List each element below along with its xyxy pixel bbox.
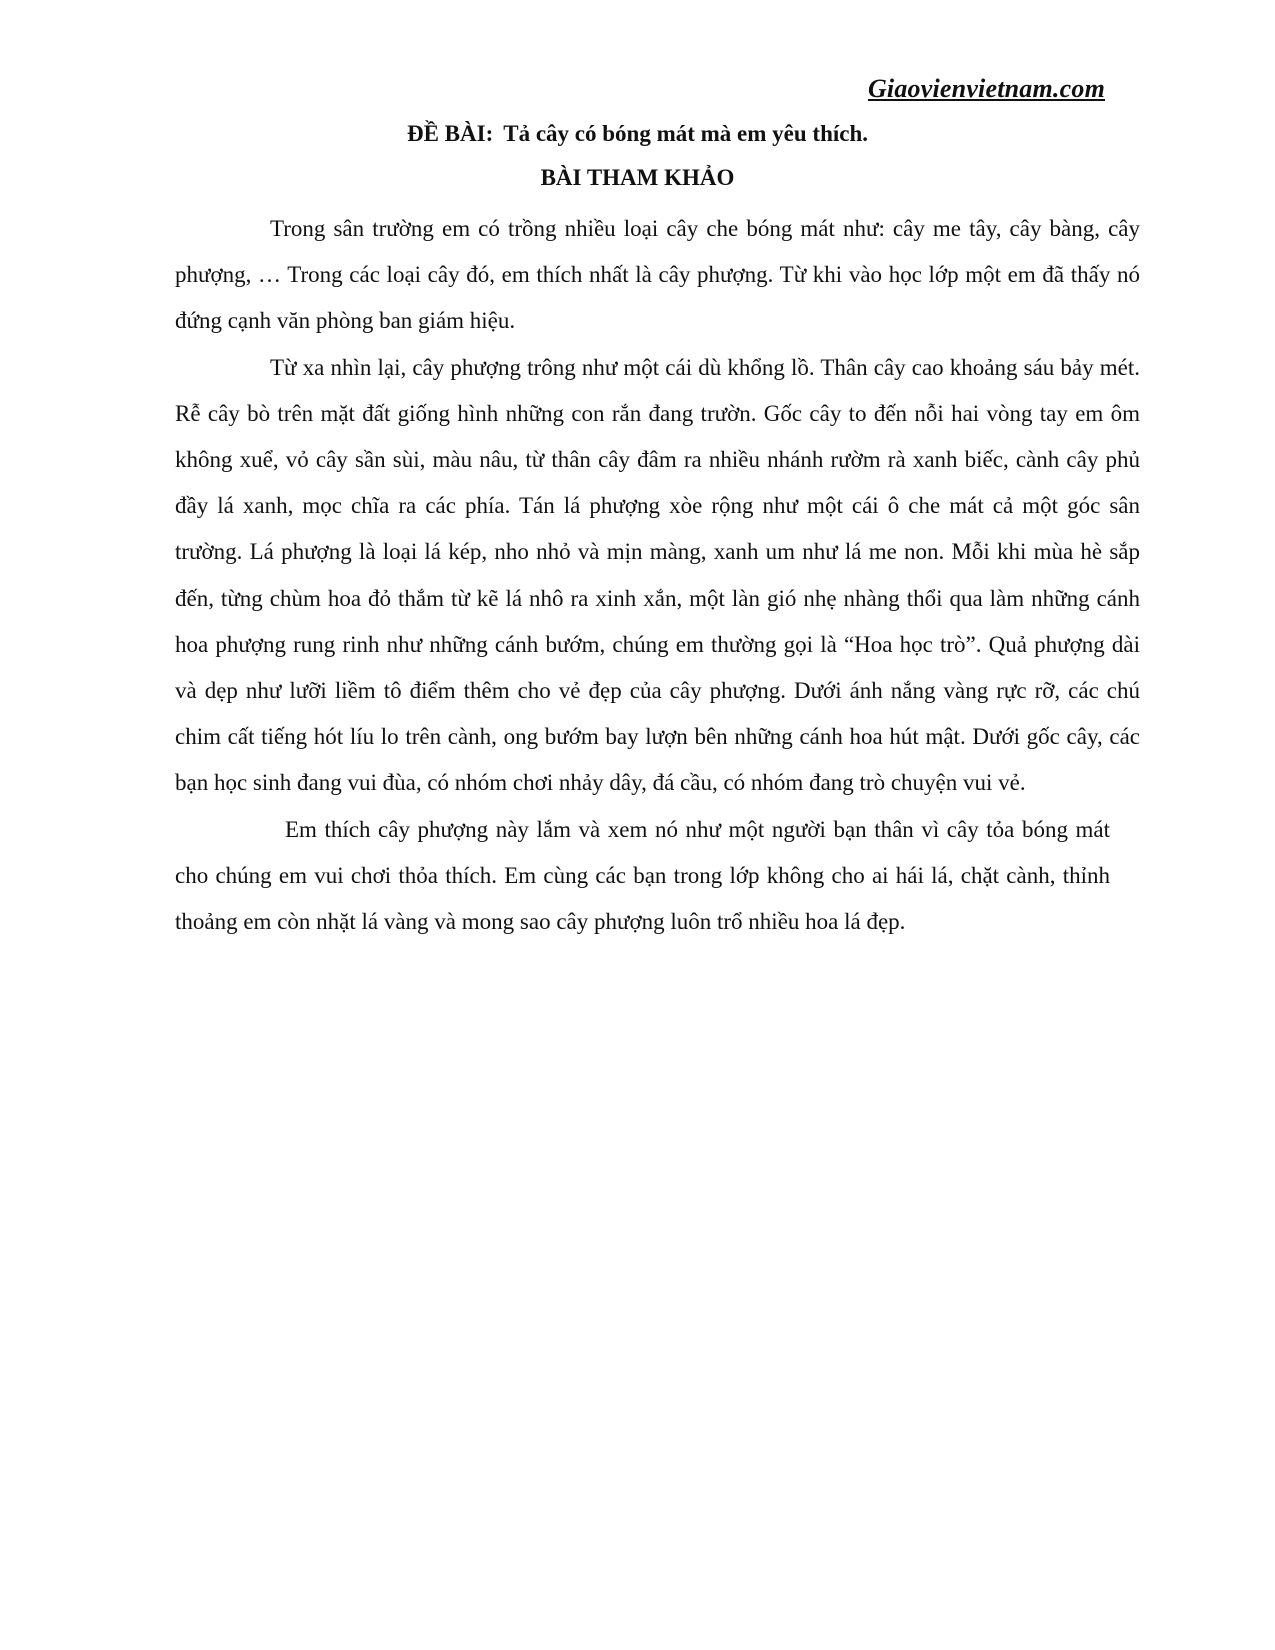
essay-body (175, 206, 1140, 945)
paragraph-intro: Trong sân trường em có trồng nhiều loại cây che bóng mát như: cây me tây, cây bàng, cây phượng, … Trong các loại cây đó, em thích nhất là cây phượng. Từ khi vào học lớp một em đã thấy nó đứng cạnh văn phòng ban giám hiệu. (175, 216, 1140, 334)
assignment-topic: Tả cây có bóng mát mà em yêu thích. (503, 121, 869, 146)
paragraph-description: Từ xa nhìn lại, cây phượng trông như một cái dù khổng lồ. Thân cây cao khoảng sáu bảy mét. Rễ cây bò trên mặt đất giống hình những con rắn đang trườn. Gốc cây to đến nỗi hai vòng tay em ôm không xuể, vỏ cây sần sùi, màu nâu, từ thân cây đâm ra nhiều nhánh rườm rà xanh biếc, cành cây phủ đầy lá xanh, mọc chĩa ra các phía. Tán lá phượng xòe rộng như một cái ô che mát cả một góc sân trường. Lá phượng là loại lá kép, nho nhỏ và mịn màng, xanh um như lá me non. Mỗi khi mùa hè sắp đến, từng chùm hoa đỏ thắm từ kẽ lá nhô ra xinh xắn, một làn gió nhẹ nhàng thổi qua làm những cánh hoa phượng rung rinh như những cánh bướm, chúng em thường gọi là “Hoa học trò”. Quả phượng dài và dẹp như lưỡi liềm tô điểm thêm cho vẻ đẹp của cây phượng. Dưới ánh nắng vàng rực rỡ, các chú chim cất tiếng hót líu lo trên cành, ong bướm bay lượn bên những cánh hoa hút mật. Dưới gốc cây, các bạn học sinh đang vui đùa, có nhóm chơi nhảy dây, đá cầu, có nhóm đang trò chuyện vui vẻ. (175, 354, 1140, 796)
assignment-label: ĐỀ BÀI: (406, 121, 494, 146)
paragraph-conclusion: Em thích cây phượng này lắm và xem nó như một người bạn thân vì cây tỏa bóng mát cho chúng em vui chơi thỏa thích. Em cùng các bạn trong lớp không cho ai hái lá, chặt cành, thỉnh thoảng em còn nhặt lá vàng và mong sao cây phượng luôn trổ nhiều hoa lá đẹp. (175, 816, 1110, 935)
assignment-heading (0, 121, 1275, 147)
site-link[interactable]: Giaovienvietnam.com (867, 74, 1105, 103)
reference-heading: BÀI THAM KHẢO (540, 165, 735, 190)
